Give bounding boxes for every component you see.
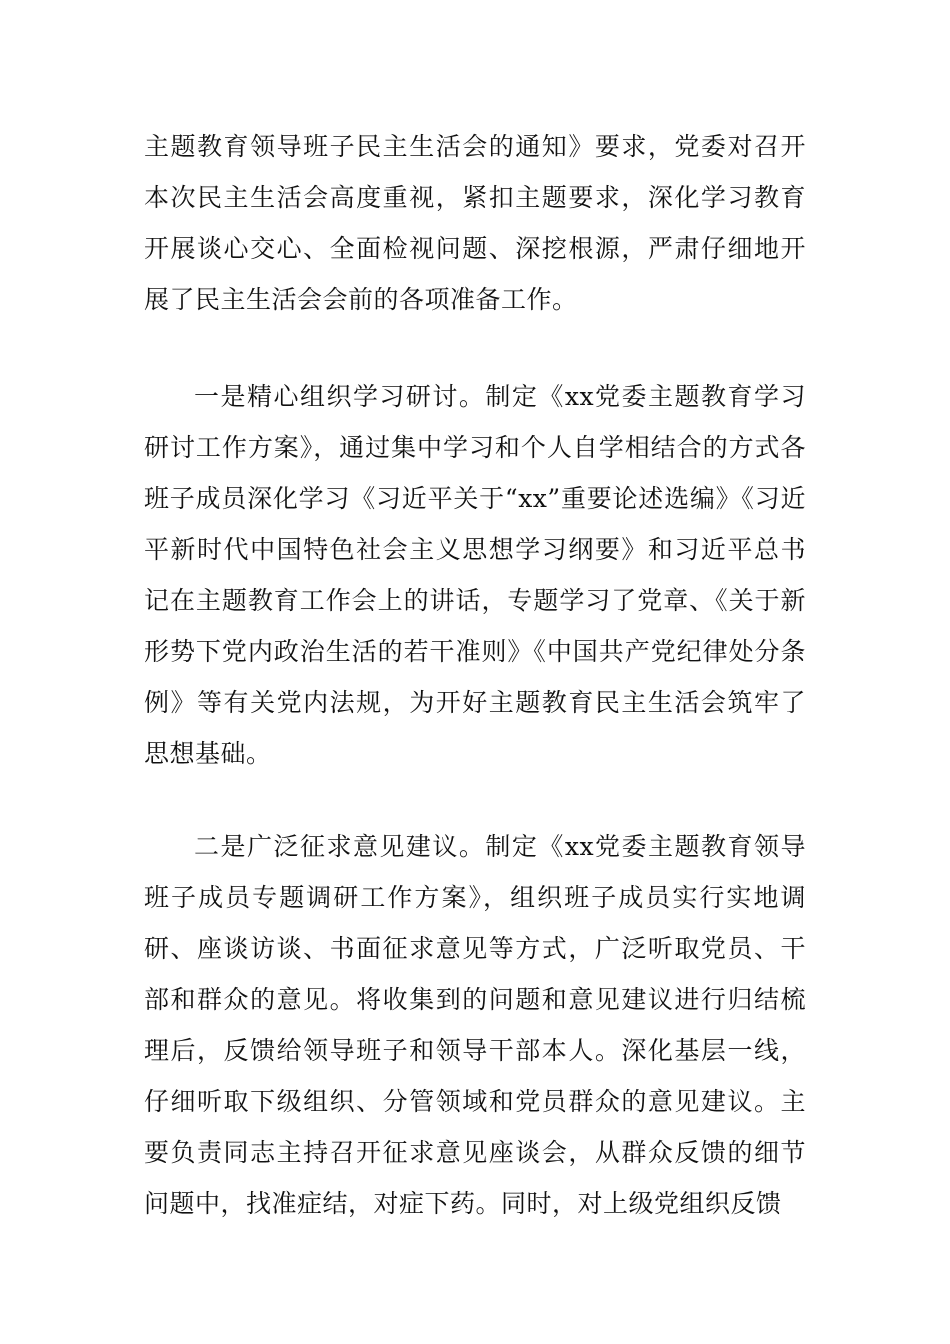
paragraph-opinions: 二是广泛征求意见建议。制定《xx党委主题教育领导班子成员专题调研工作方案》，组织班子成员实行实地调研、座谈访谈、书面征求意见等方式，广泛听取党员、干部和群众的意见。将收集到的问题和意见建议进行归结梳理后，反馈给领导班子和领导干部本人。深化基层一线，仔细听取下级组织、分管领域和党员群众的意见建议。主要负责同志主持召开征求意见座谈会，从群众反馈的细节问题中，找准症结，对症下药。同时，对上级党组织反馈 (144, 832, 806, 1218)
paragraph-intro: 主题教育领导班子民主生活会的通知》要求，党委对召开本次民主生活会高度重视，紧扣主题要求，深化学习教育开展谈心交心、全面检视问题、深挖根源，严肃仔细地开展了民主生活会会前的各项准备工作。 (144, 132, 806, 314)
paragraph-study: 一是精心组织学习研讨。制定《xx党委主题教育学习研讨工作方案》，通过集中学习和个人自学相结合的方式各班子成员深化学习《习近平关于“xx”重要论述选编》《习近平新时代中国特色社会主义思想学习纲要》和习近平总书记在主题教育工作会上的讲话，专题学习了党章、《关于新形势下党内政治生活的若干准则》《中国共产党纪律处分条例》等有关党内法规，为开好主题教育民主生活会筑牢了思想基础。 (144, 382, 806, 768)
